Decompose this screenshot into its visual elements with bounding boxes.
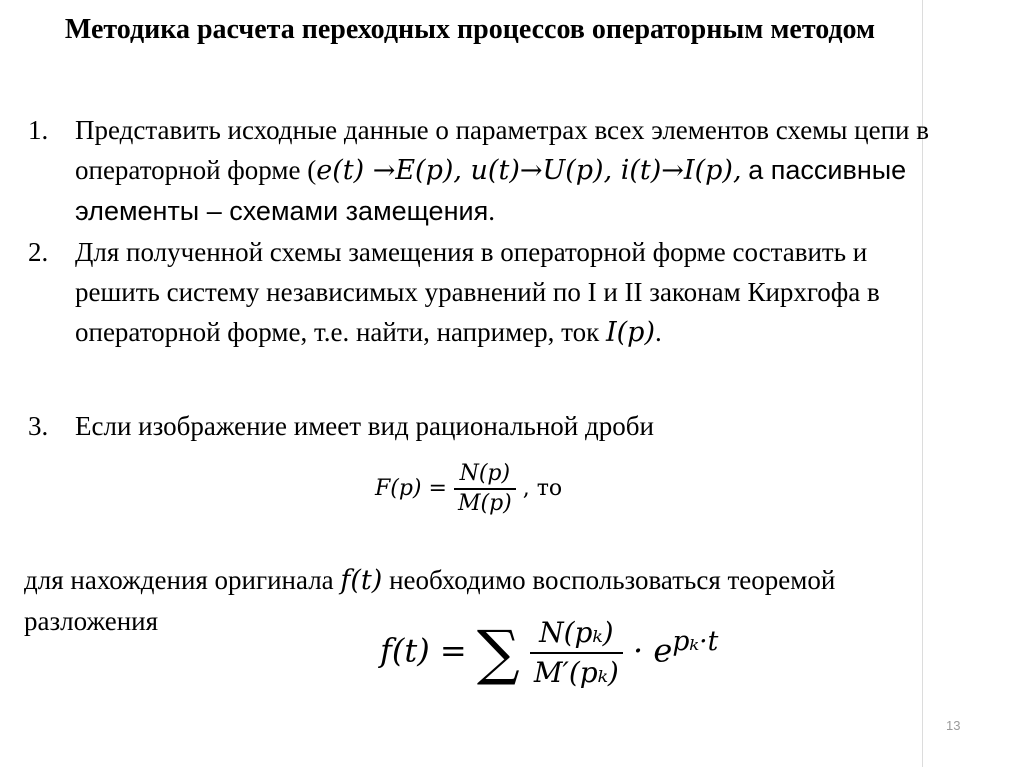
formula1-suffix: , то <box>522 476 563 501</box>
list-number: 2. <box>28 237 49 267</box>
list-item-text <box>75 406 955 446</box>
item-text-end: . <box>488 196 495 226</box>
formula2-numerator: N(pₖ) <box>530 614 623 654</box>
formula2-lhs: f(t) = <box>380 631 467 670</box>
item-text: Представить исходные данные о параметрах всех элементов схемы цепи в операторной форме ( <box>75 115 929 185</box>
expansion-theorem-formula <box>380 614 718 692</box>
list-item-text <box>75 232 955 353</box>
formula1-numerator: N(p) <box>454 460 516 490</box>
para-text-end: необходимо воспользоваться теоремой разложения <box>24 565 836 636</box>
item-text: Для полученной схемы замещения в операторной форме составить и решить систему независимых уравнений по I и II законам Кирхгофа в операторной форме, т.е. найти, например, ток <box>75 237 880 347</box>
list-item-text <box>75 110 955 231</box>
formula2-fraction <box>530 614 623 692</box>
formula1-fraction <box>454 460 516 518</box>
rational-fraction-formula <box>375 460 562 518</box>
list-number: 3. <box>28 411 49 441</box>
slide-title: Методика расчета переходных процессов операторным методом <box>64 14 876 45</box>
formula2-tail: · e <box>633 631 673 670</box>
sum-symbol: ∑ <box>476 618 520 688</box>
item-text-end: . <box>655 317 662 347</box>
item-text-sans: а пассивные элементы – схемами замещения <box>75 155 907 226</box>
para-math: f(t) <box>340 565 383 596</box>
formula2-exponent: pₖ·t <box>672 625 719 657</box>
item-math: e(t) →E(p), u(t)→U(p), i(t)→I(p), <box>316 155 742 186</box>
list-number: 1. <box>28 115 49 145</box>
item-text: Если изображение имеет вид рациональной дроби <box>75 411 654 441</box>
item-math: I(p) <box>605 317 655 348</box>
para-text: для нахождения оригинала <box>24 565 341 595</box>
page-number: 13 <box>946 718 961 733</box>
formula2-denominator: M′(pₖ) <box>533 656 619 689</box>
formula1-denominator: M(p) <box>457 491 512 516</box>
formula1-lhs: F(p) = <box>375 476 447 501</box>
